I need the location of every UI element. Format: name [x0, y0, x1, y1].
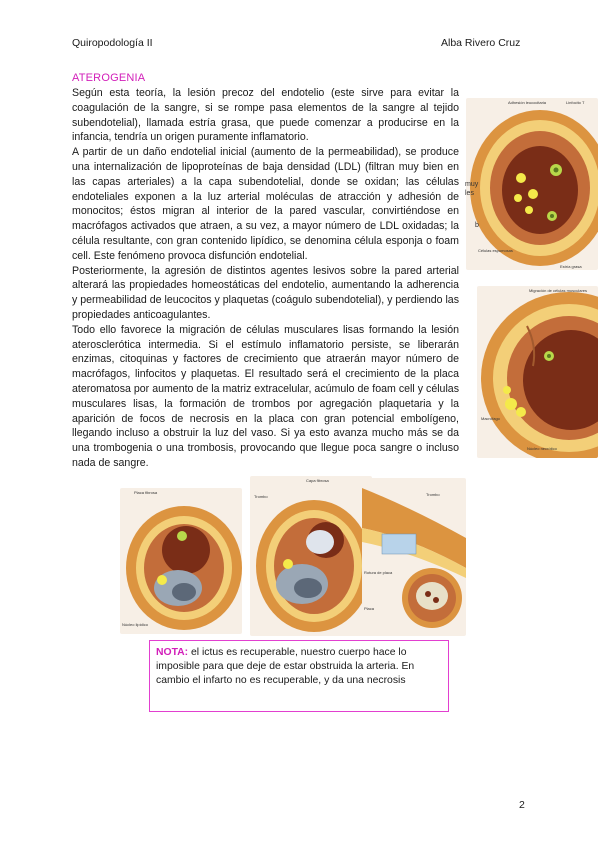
figure-label: Macrófago — [481, 416, 500, 421]
figure-label: Núcleo lipídico — [122, 622, 149, 627]
artery-longitudinal-illustration — [362, 478, 466, 636]
paragraph: Posteriormente, la agresión de distintos agentes lesivos sobre la pared arterial alterará las propiedades homeostáticas del endotelio, aumentando la adherencia y permeabilidad de leucocitos y plaquetas (coágulo subendotelial), y perdiendo las propiedades anticoagulantes. — [72, 264, 459, 321]
figure-label: Migración de células musculares — [529, 288, 588, 293]
artery-cross-section-illustration — [120, 488, 242, 634]
figure-label: Núcleo necrótico — [527, 446, 557, 451]
figure-label: Capa fibrosa — [306, 478, 329, 483]
figure-label: Placa — [364, 606, 375, 611]
section-title: ATEROGENIA — [72, 72, 146, 84]
paragraph: Todo ello favorece la migración de células musculares lisas formando la lesión aterosclerótica intermedia. Si el estímulo inflamatorio persiste, se liberarán enzimas, citoquinas y factores de crecimiento que atraerán mayor número de macrófagos, linfocitos y plaquetas. El resultado será el crecimiento de la placa ateromatosa por aumento de la matriz extracelular, acúmulo de foam cell y células musculares lisas, la formación de trombos por agregación plaquetaria y la aparición de focos de necrosis en la placa con gran potencial embolígeno, llegando incluso a obstruir la luz del vaso. Si ya esto avanza mucho más se da una trombogenia o una trombosis, provocando que llegue poca sangre o incluso nada de sangre. — [72, 323, 459, 469]
figure-label: Células espumosas — [478, 248, 513, 253]
figure-label: Trombo — [254, 494, 268, 499]
figure-label: Linfocito T — [566, 100, 585, 105]
figure-label: Trombo — [426, 492, 440, 497]
figure-side-label: les — [465, 190, 474, 197]
note-box — [149, 640, 449, 712]
artery-plaque-rupture-figure — [362, 478, 466, 636]
body-text — [72, 86, 459, 471]
figure-label: Placa fibrosa — [134, 490, 158, 495]
figure-side-label: b — [475, 222, 479, 229]
figure-label: Rotura de placa — [364, 570, 393, 575]
paragraph: A partir de un daño endotelial inicial (aumento de la permeabilidad), se produce una internalización de lipoproteínas de baja densidad (LDL) (filtran muy bien en las capas arteriales) a la capa subendotelial, donde se oxidan; las células endoteliales exponen a la luz arterial moléculas de atracción y adhesión de monocitos; éstos migran al interior de la pared vascular, convirtiéndose en macrófagos activados que atraen, a su vez, a mayor número de LDL oxidadas; la célula resultante, con gran contenido lipídico, se denomina célula esponja o foam cell. Este fenómeno provoca disfunción endotelial. — [72, 146, 459, 262]
paragraph: Según esta teoría, la lesión precoz del endotelio (este sirve para evitar la coagulación de la sangre, si se rompe pasa elementos de la sangre al tejido subendotelial), llamada estría grasa, que puede comenzar a producirse en la infancia, tendría un origen puramente inflamatorio. — [72, 87, 459, 144]
artery-intermediate-lesion-figure — [477, 286, 598, 458]
note-text: el ictus es recuperable, nuestro cuerpo hace lo imposible para que deje de estar obstruida la arteria. En cambio el infarto no es recuperable, y da una necrosis — [156, 647, 415, 687]
figure-side-label: muy — [465, 181, 479, 188]
figure-label: Estría grasa — [560, 264, 582, 269]
figure-label: Adhesión leucocitaria — [508, 100, 547, 105]
header-right: Alba Rivero Cruz — [441, 37, 521, 49]
note-label: NOTA: — [156, 647, 189, 658]
artery-fibrous-plaque-figure — [120, 488, 242, 634]
artery-cross-section-illustration — [466, 98, 598, 270]
artery-cross-section-illustration — [250, 476, 375, 636]
artery-cross-section-illustration — [477, 286, 598, 458]
artery-thrombus-figure — [250, 476, 375, 636]
header-left: Quiropodología II — [72, 37, 153, 49]
artery-fatty-streak-figure — [466, 98, 598, 270]
page-number: 2 — [519, 799, 525, 811]
